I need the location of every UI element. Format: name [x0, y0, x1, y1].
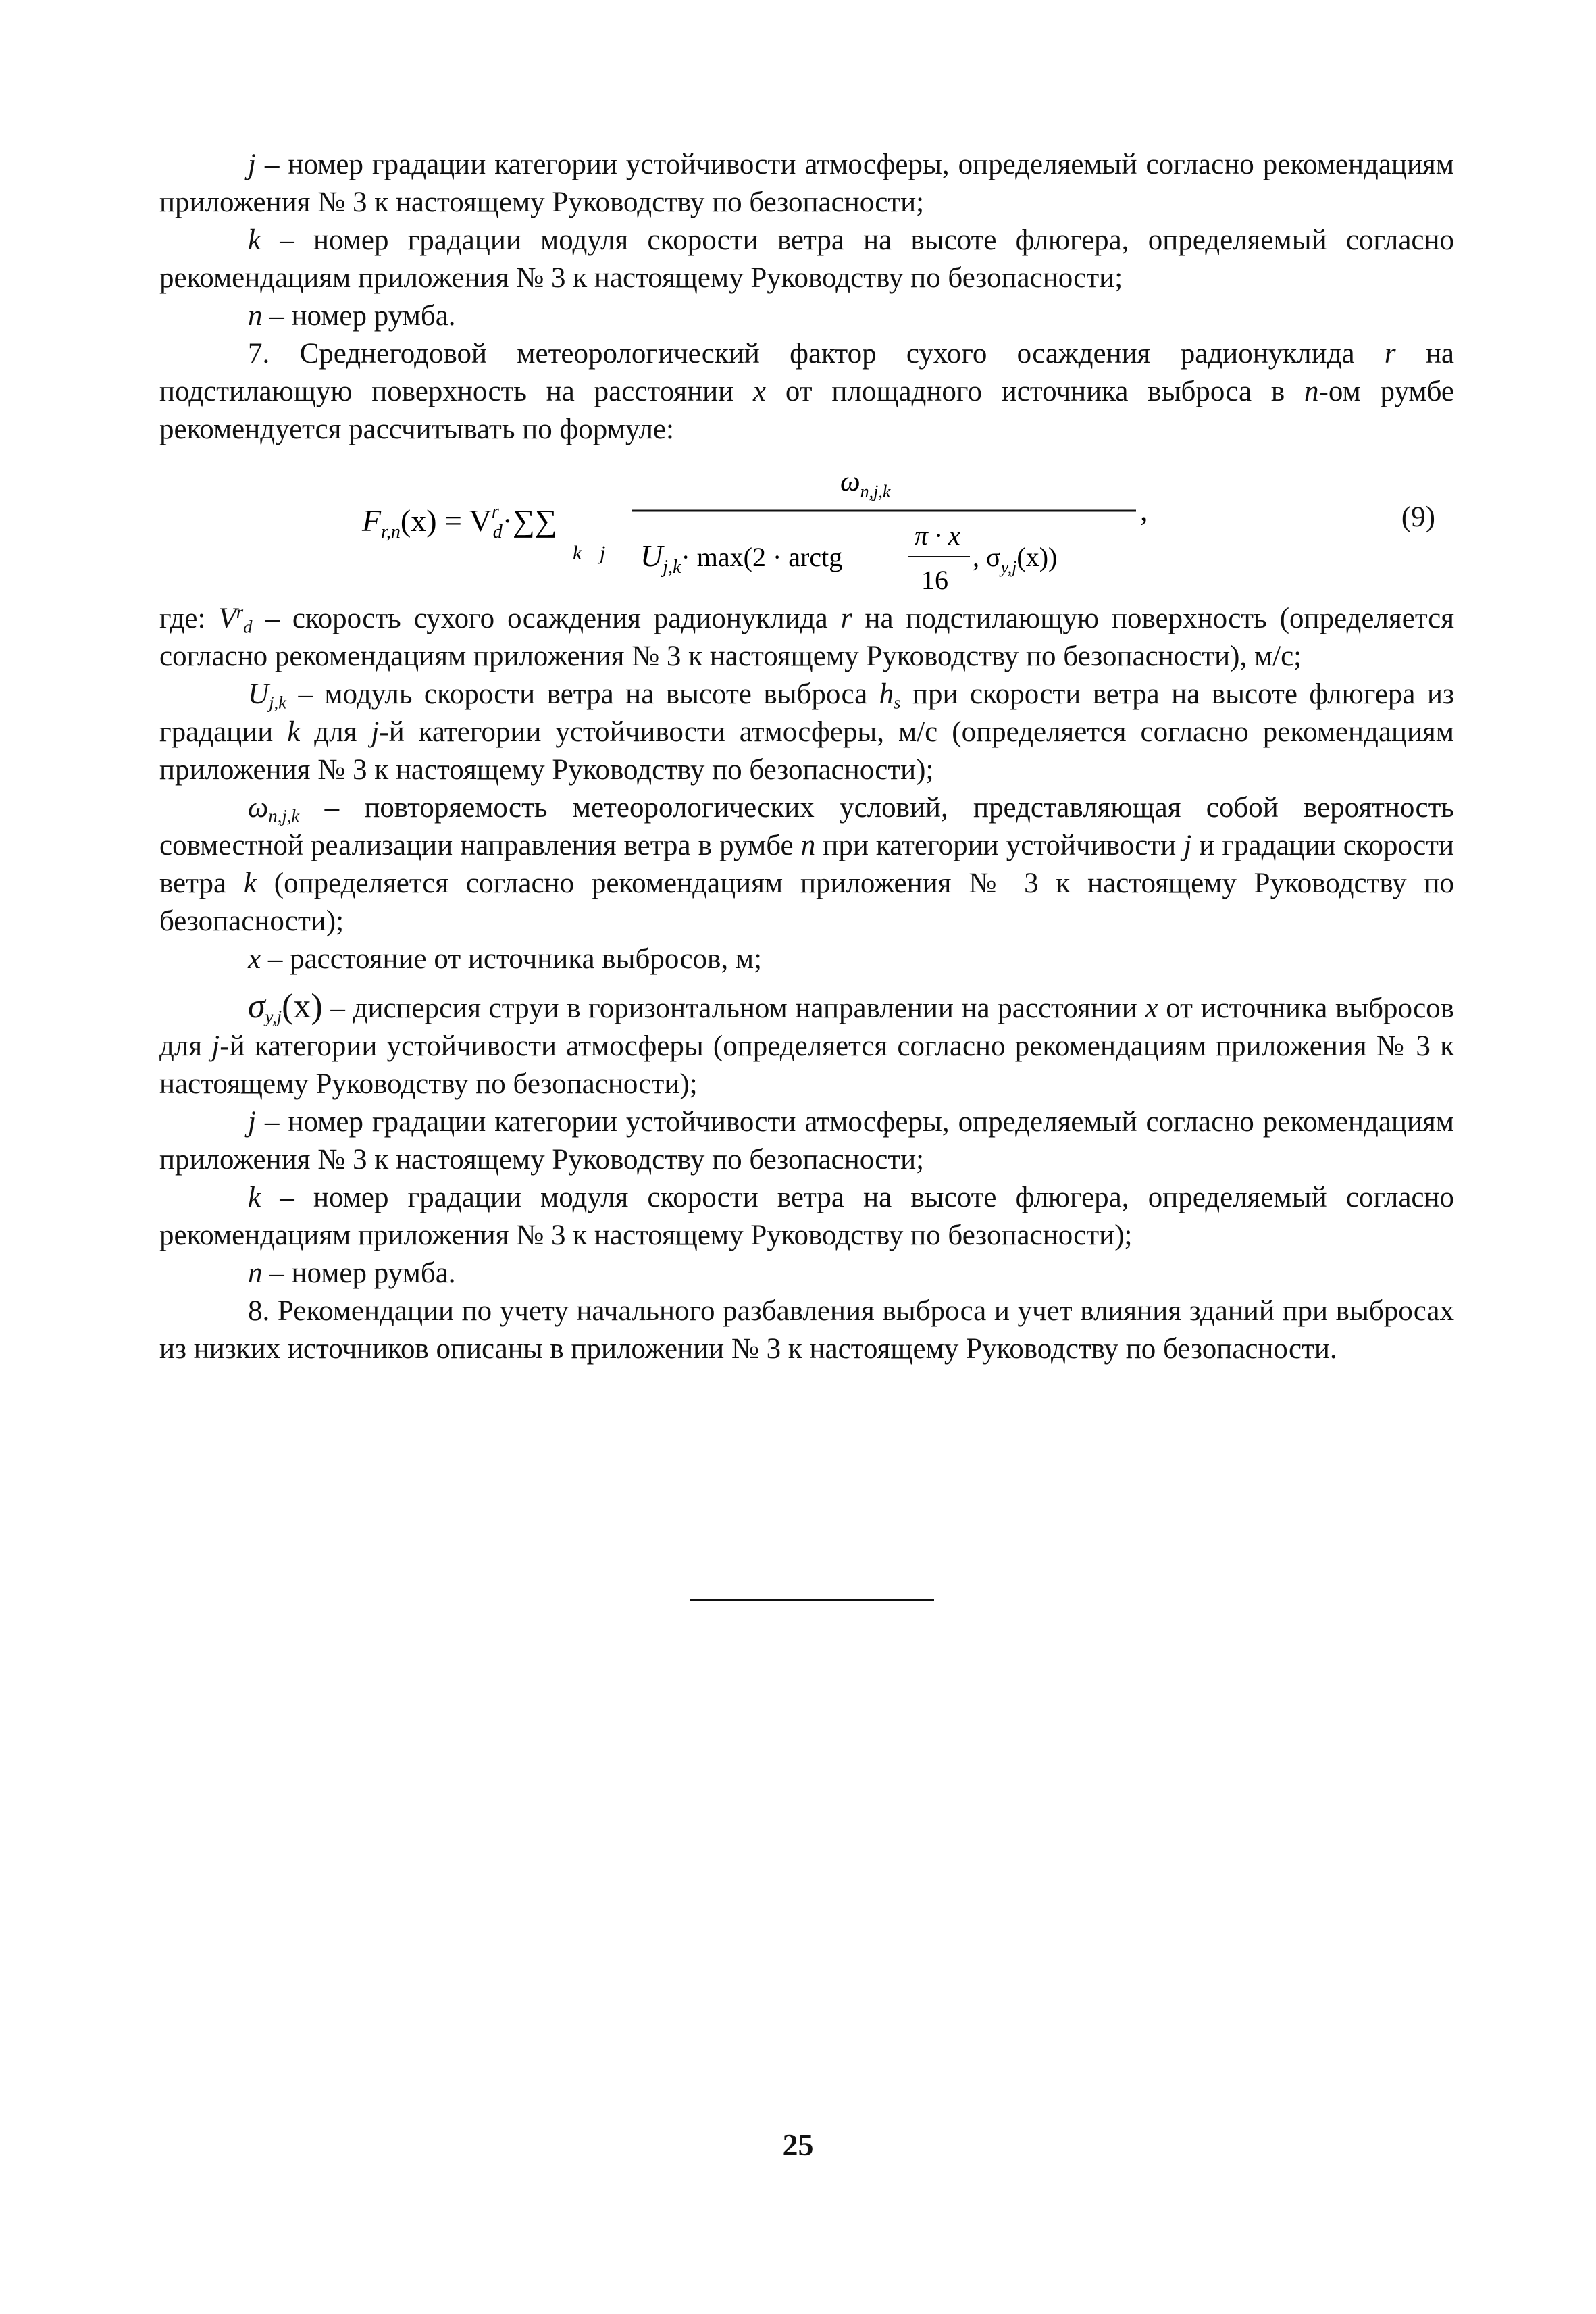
symbol-h: h [879, 678, 894, 710]
symbol-n: n [248, 300, 263, 332]
definition-j-upper [159, 146, 1454, 222]
symbol-j: j [211, 1030, 220, 1062]
sum-index-j: j [600, 542, 606, 564]
definition-n-upper [159, 297, 1454, 335]
symbol-sigma-sub: y,j [265, 1006, 282, 1027]
definition-k-upper [159, 222, 1454, 297]
symbol-u-sub: j,k [269, 692, 286, 713]
definition-text: – расстояние от источника выбросов, м; [261, 943, 762, 975]
definition-text: от источника выбросов для [159, 992, 1454, 1062]
definition-n-lower [159, 1255, 1454, 1292]
symbol-h-sub: s [894, 692, 901, 713]
definition-text: на подстилающую поверхность (определяется согласно рекомендациям приложения № 3 к настоящему Руководству по безопасности), м/с; [159, 603, 1455, 672]
section-7-text: от площадного источника выброса в [766, 376, 1305, 407]
symbol-n: n [1304, 376, 1319, 407]
where-label: где: [159, 603, 219, 634]
symbol-x: x [248, 943, 261, 975]
symbol-x: x [1145, 992, 1158, 1024]
symbol-v-sub: d [243, 616, 253, 637]
equation-number: (9) [1401, 501, 1435, 533]
symbol-j: j [1183, 830, 1192, 861]
definition-text: при скорости ветра на высоте флюгера из градации [159, 678, 1454, 748]
definition-text: – номер градации модуля скорости ветра на высоте флюгера, определяемый согласно рекомендациям приложения № 3 к настоящему Руководству по безопасности; [159, 224, 1454, 294]
symbol-r: r [840, 603, 852, 634]
definition-text: – повторяемость метеорологических условий, представляющая собой вероятность совместной реализации направления ветра в румбе [159, 792, 1454, 861]
definition-x [159, 940, 1454, 978]
definition-text: – номер градации модуля скорости ветра на высоте флюгера, определяемый согласно рекомендациям приложения № 3 к настоящему Руководству по безопасности); [159, 1182, 1454, 1251]
symbol-n: n [800, 830, 816, 861]
symbol-j: j [248, 149, 256, 180]
definition-text: – модуль скорости ветра на высоте выброса [286, 678, 879, 710]
symbol-j: j [371, 716, 380, 748]
definition-text: при категории устойчивости [815, 830, 1184, 861]
definition-text: (определяется согласно рекомендациям приложения № 3 к настоящему Руководству по безопасности); [159, 867, 1454, 937]
document-body [159, 146, 1454, 1368]
formula-9 [159, 451, 1454, 597]
symbol-n: n [248, 1257, 263, 1289]
section-7-text: 7. Среднегодовой метеорологический фактор сухого осаждения радионуклида [248, 338, 1385, 370]
definition-text: -й категории устойчивости атмосферы, м/с (определяется согласно рекомендациям приложения № 3 к настоящему Руководству по безопасности); [159, 716, 1454, 786]
definition-text: – номер градации категории устойчивости атмосферы, определяемый согласно рекомендациям приложения № 3 к настоящему Руководству по безопасности; [159, 1106, 1454, 1176]
symbol-u: U [248, 678, 269, 710]
symbol-omega: ω [248, 792, 269, 824]
definition-vd [159, 600, 1454, 676]
symbol-sigma: σ [248, 987, 265, 1026]
definition-k-lower [159, 1179, 1454, 1255]
sum-index-k: k [573, 542, 582, 564]
formula-denominator: $U_{j,k}\cdot \max(2$ · arctg [640, 538, 843, 578]
definition-text: – номер румба. [262, 1257, 456, 1289]
symbol-v: V [218, 603, 236, 634]
formula-9-graphic [159, 451, 1454, 597]
definition-j-lower [159, 1103, 1454, 1179]
arctg-denominator: 16 [921, 565, 948, 595]
definition-text: – номер градации категории устойчивости атмосферы, определяемый согласно рекомендациям приложения № 3 к настоящему Руководству по безопасности; [159, 149, 1454, 218]
symbol-v-sup: r [236, 601, 244, 622]
symbol-k: k [287, 716, 301, 748]
definition-u [159, 676, 1454, 789]
definition-text: – скорость сухого осаждения радионуклида [252, 603, 841, 634]
page-number: 25 [782, 2128, 814, 2162]
definition-omega [159, 789, 1454, 940]
symbol-k: k [248, 224, 261, 256]
definition-text: -й категории устойчивости атмосферы (определяется согласно рекомендациям приложения № 3 к настоящему Руководству по безопасности); [159, 1030, 1454, 1100]
symbol-x: x [752, 376, 767, 407]
section-8-paragraph: 8. Рекомендации по учету начального разбавления выброса и учет влияния зданий при выбросах из низких источников описаны в приложении № 3 к настоящему Руководству по безопасности. [159, 1295, 1454, 1365]
definition-sigma [159, 988, 1454, 1103]
symbol-k: k [243, 867, 257, 899]
formula-comma: , [1140, 493, 1148, 527]
symbol-omega-sub: n,j,k [268, 805, 300, 826]
formula-lhs: $F_{r,n}(x) = V^r$ d·∑∑ [362, 501, 557, 543]
formula-numerator: $\omega_{n,j,k}$ [840, 466, 891, 501]
symbol-r: r [1384, 338, 1396, 370]
definition-text: для [300, 716, 371, 748]
symbol-j: j [248, 1106, 256, 1138]
definition-text: – номер румба. [262, 300, 456, 332]
symbol-sigma-arg: (x) [282, 987, 323, 1026]
section-7-text: на подстилающую поверхность на расстоянии [159, 338, 1454, 407]
definition-text: и градации скорости ветра [159, 830, 1454, 899]
definition-text: – дисперсия струи в горизонтальном направлении на расстоянии [322, 992, 1145, 1024]
arctg-numerator: π · x [915, 520, 960, 551]
symbol-k: k [248, 1182, 261, 1213]
formula-sigma-term: , $\sigma_{y,j}(x)$) [973, 542, 1058, 577]
section-7-paragraph [159, 335, 1454, 449]
section-7-text: -ом румбе рекомендуется рассчитывать по формуле: [159, 376, 1455, 445]
section-separator-line [690, 1599, 934, 1601]
